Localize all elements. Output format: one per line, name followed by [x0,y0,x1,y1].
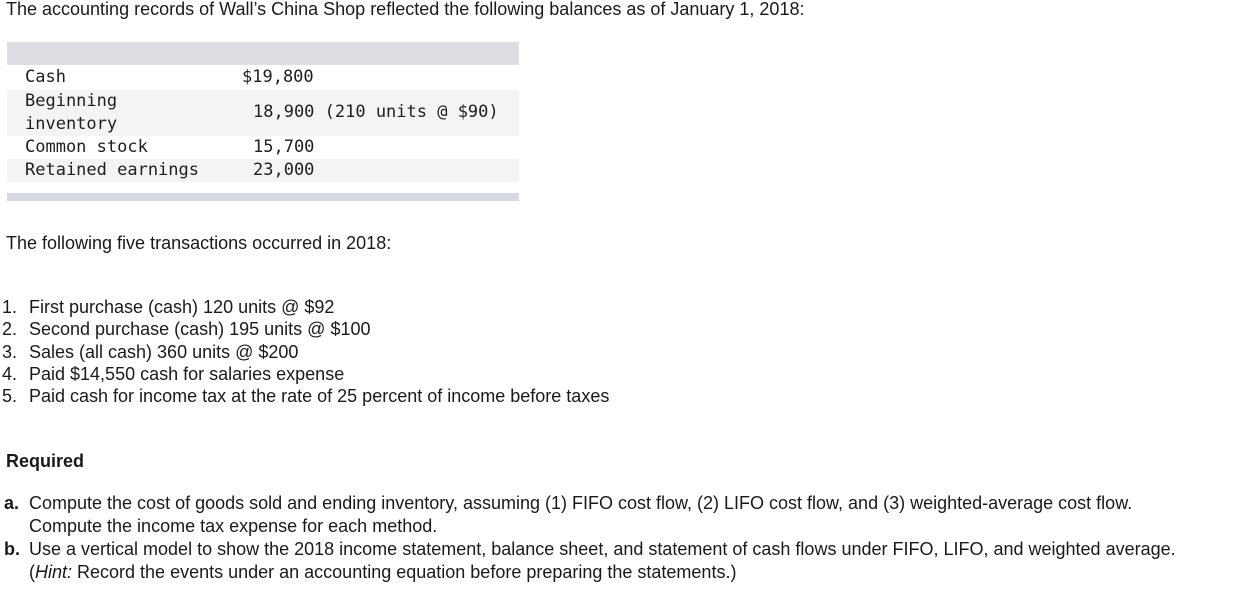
balances-table [7,42,519,201]
list-item [2,318,609,340]
balance-amount: $19,800 [242,67,314,87]
list-item [2,385,609,407]
table-row [7,136,519,159]
required-heading: Required [6,451,85,471]
balance-label: Common stock [25,137,148,157]
hint-text: Record the events under an accounting equation before preparing the statements.) [72,561,737,582]
item-text: First purchase (cash) 120 units @ $92 [29,297,335,317]
item-text: Second purchase (cash) 195 units @ $100 [29,319,371,340]
balance-label: Beginning inventory [25,91,118,134]
item-text: Sales (all cash) 360 units @ $200 [29,341,299,362]
item-number: 1. [2,297,18,317]
requirement-text: Use a vertical model to show the 2018 income statement, balance sheet, and statement of cash flows under FIFO, LIFO, and weighted average. ( [29,539,1176,582]
item-text: Paid cash for income tax at the rate of 25 percent of income before taxes [29,386,610,407]
balance-label: Retained earnings [25,160,199,180]
balance-amount: 15,700 [253,137,315,157]
balance-amount: 23,000 [253,160,315,180]
hint-label: Hint: [35,561,73,582]
balance-label: Cash [25,67,66,87]
intro-text: The accounting records of Wall’s China Shop reflected the following balances as of January 1, 2018: [6,0,805,19]
requirement-text: Compute the cost of goods sold and ending inventory, assuming (1) FIFO cost flow, (2) LIFO cost flow, and (3) weighted-average cost flow. Compute the income tax expense for each method. [29,493,1133,536]
table-row [7,66,519,90]
list-item [2,363,609,385]
transactions-list [2,296,609,407]
requirement-letter: b. [4,539,20,559]
list-item [2,296,609,318]
balance-amount: 18,900 (210 units @ $90) [253,102,499,122]
item-number: 3. [2,341,18,362]
item-number: 2. [2,319,18,340]
table-row [7,159,519,182]
table-row [7,90,519,136]
table-header-bar [7,42,519,65]
item-number: 5. [2,386,18,407]
list-item [2,341,609,363]
table-footer-bar [7,193,519,201]
transactions-intro: The following five transactions occurred in 2018: [6,233,392,253]
item-number: 4. [2,363,18,384]
item-text: Paid $14,550 cash for salaries expense [29,363,345,384]
requirement-letter: a. [4,493,20,513]
requirement-text-wrapper [29,538,1209,583]
